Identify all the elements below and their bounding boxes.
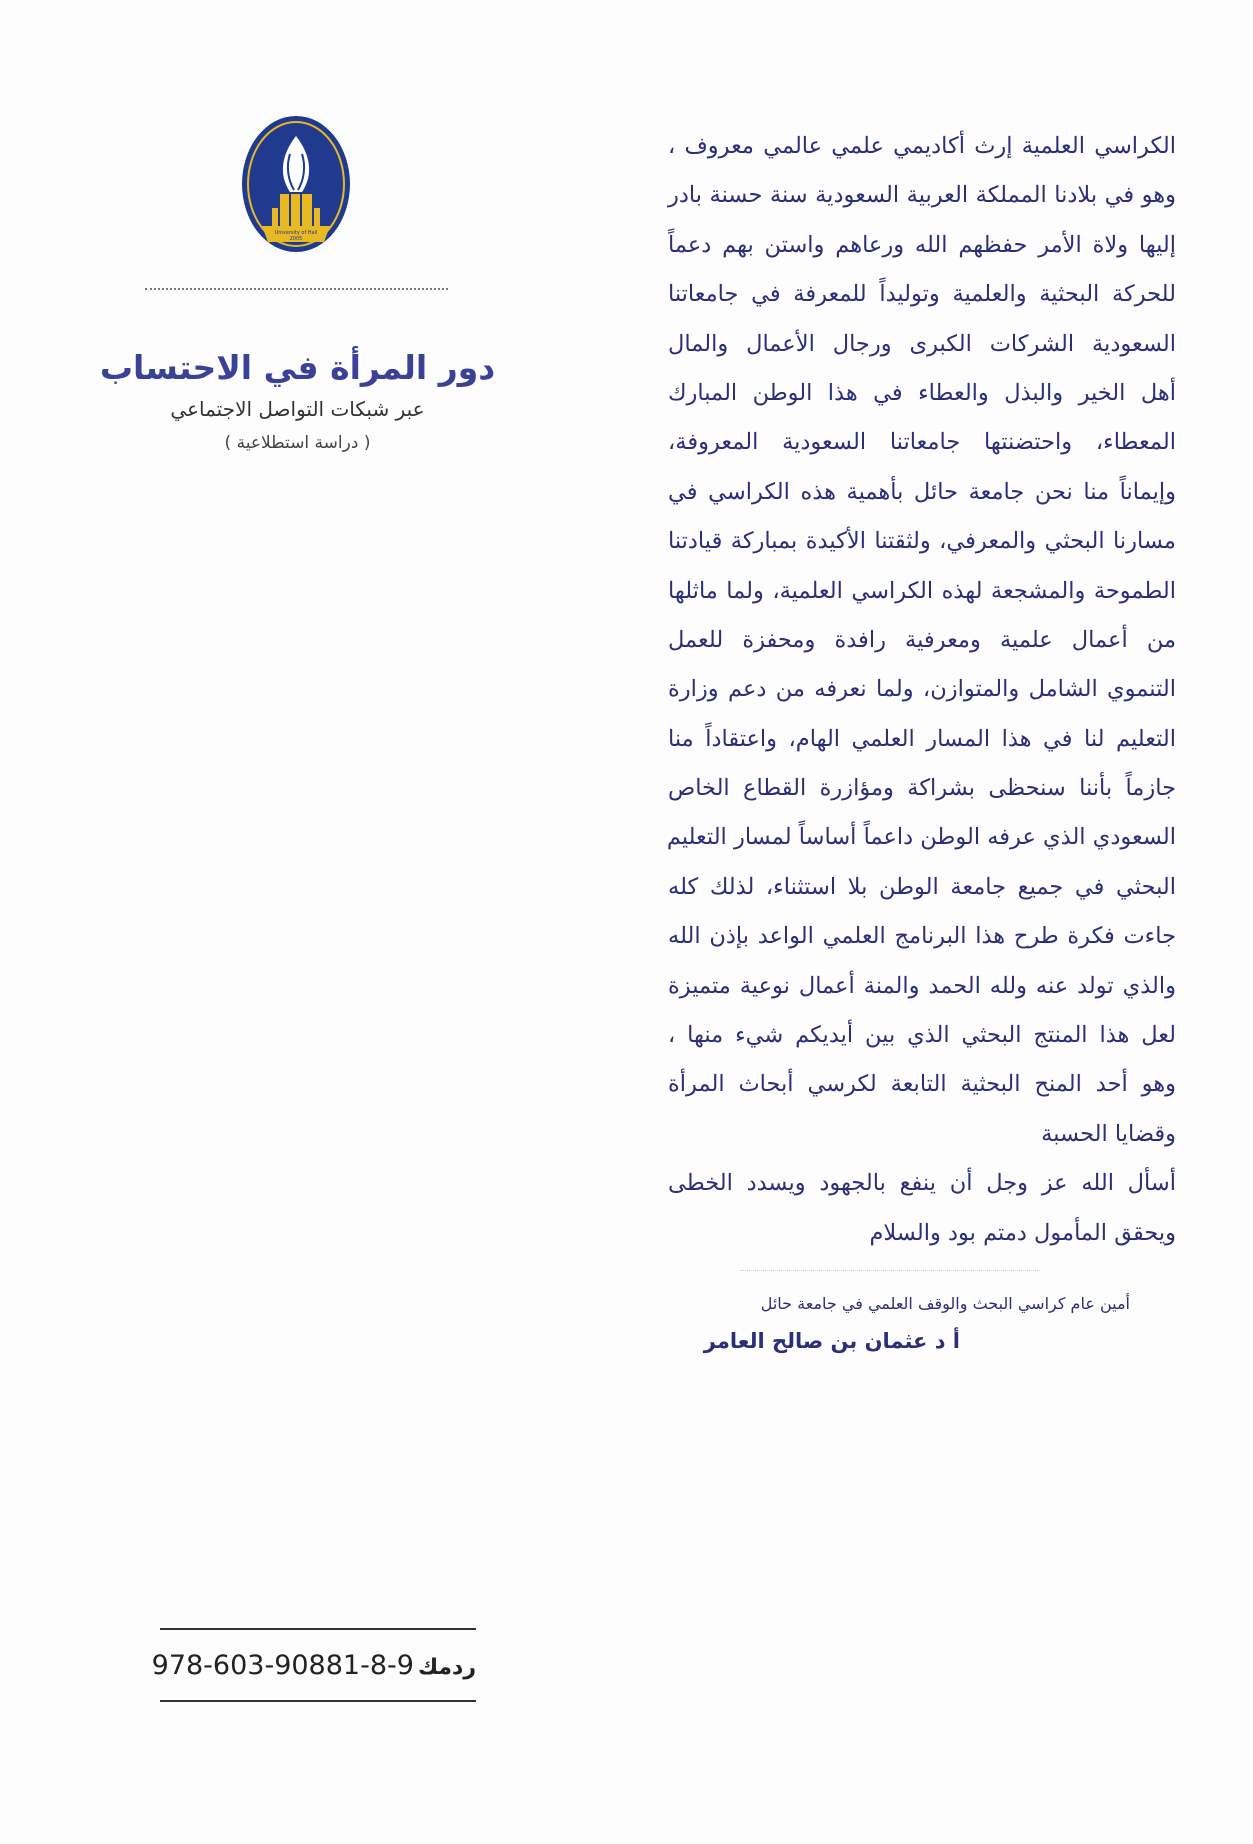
foreword-text: [668, 122, 1176, 1258]
isbn-bottom-rule: [160, 1700, 476, 1702]
book-title-block: [40, 346, 555, 456]
text-line: جازماً بأننا سنحظى بشراكة ومؤازرة القطاع الخاص: [668, 775, 1176, 802]
isbn-number: 978-603-90881-8-9: [151, 1650, 414, 1681]
text-line: ويحقق المأمول دمتم بود والسلام: [869, 1219, 1176, 1246]
signatory-name: أ د عثمان بن صالح العامر: [703, 1329, 960, 1353]
text-line: إليها ولاة الأمر حفظهم الله ورعاهم واستن بهم دعماً: [668, 231, 1176, 258]
text-line: وهو أحد المنح البحثية التابعة لكرسي أبحاث المرأة: [668, 1071, 1176, 1098]
text-line: وقضايا الحسبة: [1041, 1120, 1176, 1147]
text-line: السعودية الشركات الكبرى ورجال الأعمال والمال: [668, 330, 1176, 357]
text-line: التعليم لنا في هذا المسار العلمي الهام، واعتقاداً منا: [668, 725, 1176, 752]
university-logo: [240, 114, 352, 254]
text-line: لعل هذا المنتج البحثي الذي بين أيديكم شيء منها ،: [668, 1022, 1176, 1049]
study-type: ( دراسة استطلاعية ): [224, 433, 371, 453]
isbn-label: ردمك: [417, 1655, 476, 1680]
signatory-role: أمين عام كراسي البحث والوقف العلمي في جامعة حائل: [760, 1294, 1130, 1313]
book-subtitle: عبر شبكات التواصل الاجتماعي: [170, 397, 425, 421]
isbn: [110, 1648, 476, 1686]
text-line: جاءت فكرة طرح هذا البرنامج العلمي الواعد بإذن الله: [668, 923, 1176, 950]
signature-block: [640, 1292, 1130, 1356]
isbn-top-rule: [160, 1628, 476, 1630]
text-line: والذي تولد عنه ولله الحمد والمنة أعمال نوعية متميزة: [668, 972, 1176, 999]
text-line: مسارنا البحثي والمعرفي، ولثقتنا الأكيدة بمباركة قيادتنا: [668, 528, 1176, 555]
dotted-divider: [145, 288, 448, 290]
text-line: وإيماناً منا نحن جامعة حائل بأهمية هذه الكراسي في: [668, 478, 1176, 505]
text-line: الكراسي العلمية إرث أكاديمي علمي عالمي معروف ،: [668, 133, 1176, 159]
text-line: وهو في بلادنا المملكة العربية السعودية سنة حسنة بادر: [668, 182, 1176, 209]
text-line: من أعمال علمية ومعرفية رافدة ومحفزة للعمل: [668, 626, 1176, 653]
text-line: السعودي الذي عرفه الوطن داعماً أساساً لمسار التعليم: [666, 824, 1176, 851]
signature-divider: [740, 1270, 1040, 1271]
text-line: المعطاء، واحتضنتها جامعاتنا السعودية المعروفة،: [668, 429, 1176, 456]
text-line: أسأل الله عز وجل أن ينفع بالجهود ويسدد الخطى: [668, 1170, 1176, 1197]
svg-text:University of Hail: University of Hail: [274, 230, 318, 236]
text-line: الطموحة والمشجعة لهذه الكراسي العلمية، ولما ماثلها: [668, 577, 1176, 604]
book-title: دور المرأة في الاحتساب: [99, 348, 496, 387]
text-line: للحركة البحثية والعلمية وتوليداً للمعرفة في جامعاتنا: [668, 281, 1176, 308]
text-line: أهل الخير والبذل والعطاء في هذا الوطن المبارك: [668, 379, 1176, 406]
text-line: البحثي في جميع جامعة الوطن بلا استثناء، لذلك كله: [668, 873, 1176, 900]
text-line: التنموي الشامل والمتوازن، ولما نعرفه من دعم وزارة: [668, 676, 1176, 703]
svg-text:2005: 2005: [289, 236, 303, 242]
